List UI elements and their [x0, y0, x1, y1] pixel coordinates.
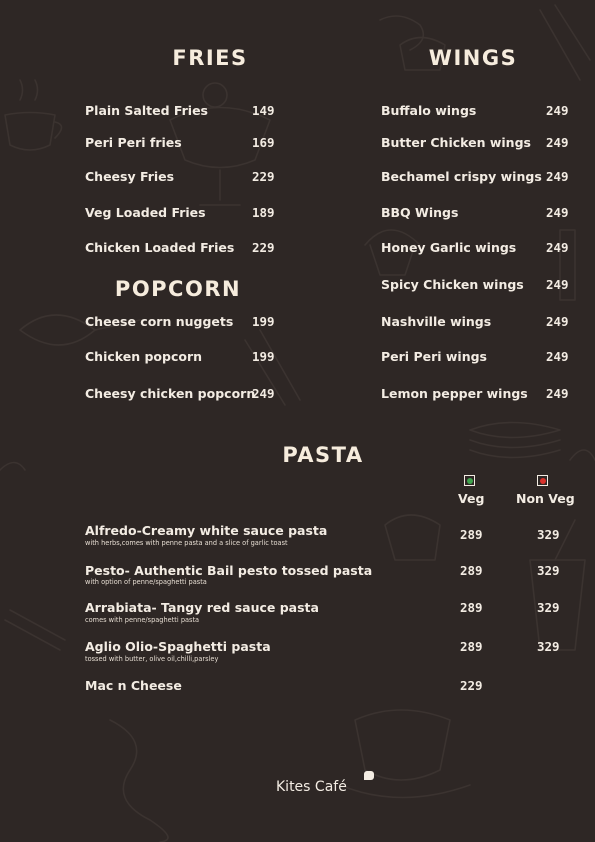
pasta-nonveg-price: 329	[537, 639, 560, 654]
menu-item-price: 169	[252, 135, 275, 150]
menu-item-name: Peri Peri fries	[85, 135, 182, 150]
pasta-item-desc: tossed with butter, olive oil,chilli,parsley	[85, 655, 219, 663]
menu-item-name: Plain Salted Fries	[85, 103, 208, 118]
menu-item-price: 249	[546, 240, 569, 255]
menu-item-name: Cheesy chicken popcorn	[85, 386, 256, 401]
pasta-item-name: Alfredo-Creamy white sauce pasta	[85, 523, 328, 538]
pasta-item-name: Pesto- Authentic Bail pesto tossed pasta	[85, 563, 373, 578]
menu-item-name: Honey Garlic wings	[381, 240, 517, 255]
menu-item-price: 249	[546, 205, 569, 220]
menu-item-name: Spicy Chicken wings	[381, 277, 524, 292]
menu-item-price: 249	[546, 314, 569, 329]
pasta-item-desc: with herbs,comes with penne pasta and a slice of garlic toast	[85, 539, 288, 547]
menu-item-name: Peri Peri wings	[381, 349, 487, 364]
menu-item-name: Chicken Loaded Fries	[85, 240, 235, 255]
menu-item-name: Chicken popcorn	[85, 349, 203, 364]
menu-item-name: BBQ Wings	[381, 205, 459, 220]
pasta-item-desc: with option of penne/spaghetti pasta	[85, 578, 207, 586]
nonveg-symbol-icon	[537, 475, 548, 486]
pasta-heading: PASTA	[282, 443, 364, 467]
menu-item-name: Cheese corn nuggets	[85, 314, 234, 329]
menu-item-price: 249	[546, 277, 569, 292]
kite-logo-icon	[364, 771, 374, 780]
menu-item-price: 199	[252, 314, 275, 329]
menu-item-price: 249	[546, 349, 569, 364]
pasta-veg-price: 289	[460, 563, 483, 578]
pasta-veg-price: 289	[460, 600, 483, 615]
pasta-veg-price: 289	[460, 527, 483, 542]
menu-item-name: Nashville wings	[381, 314, 492, 329]
wings-heading: WINGS	[428, 46, 518, 70]
pasta-item-name: Mac n Cheese	[85, 678, 182, 693]
popcorn-heading: POPCORN	[114, 277, 242, 301]
pasta-item-name: Aglio Olio-Spaghetti pasta	[85, 639, 271, 654]
menu-item-price: 249	[546, 103, 569, 118]
brand-logo-text: Kites Café	[276, 779, 347, 795]
pasta-veg-price: 289	[460, 639, 483, 654]
menu-item-price: 229	[252, 240, 275, 255]
pasta-nonveg-price: 329	[537, 527, 560, 542]
menu-item-price: 229	[252, 169, 275, 184]
menu-item-price: 249	[546, 135, 569, 150]
menu-item-name: Buffalo wings	[381, 103, 477, 118]
menu-item-name: Cheesy Fries	[85, 169, 175, 184]
menu-item-name: Bechamel crispy wings	[381, 169, 542, 184]
pasta-item-name: Arrabiata- Tangy red sauce pasta	[85, 600, 319, 615]
menu-item-price: 249	[546, 169, 569, 184]
pasta-nonveg-price: 329	[537, 563, 560, 578]
veg-dot-icon	[467, 478, 473, 484]
menu-item-name: Veg Loaded Fries	[85, 205, 206, 220]
menu-item-name: Lemon pepper wings	[381, 386, 528, 401]
menu-item-price: 149	[252, 103, 275, 118]
veg-symbol-icon	[464, 475, 475, 486]
menu-item-name: Butter Chicken wings	[381, 135, 531, 150]
menu-item-price: 249	[252, 386, 275, 401]
nonveg-dot-icon	[540, 478, 546, 484]
pasta-item-desc: comes with penne/spaghetti pasta	[85, 616, 200, 624]
menu-item-price: 189	[252, 205, 275, 220]
fries-heading: FRIES	[172, 46, 248, 70]
menu-item-price: 199	[252, 349, 275, 364]
nonveg-column-label: Non Veg	[516, 491, 575, 506]
pasta-veg-price: 229	[460, 678, 483, 693]
menu-item-price: 249	[546, 386, 569, 401]
veg-column-label: Veg	[458, 491, 485, 506]
pasta-nonveg-price: 329	[537, 600, 560, 615]
